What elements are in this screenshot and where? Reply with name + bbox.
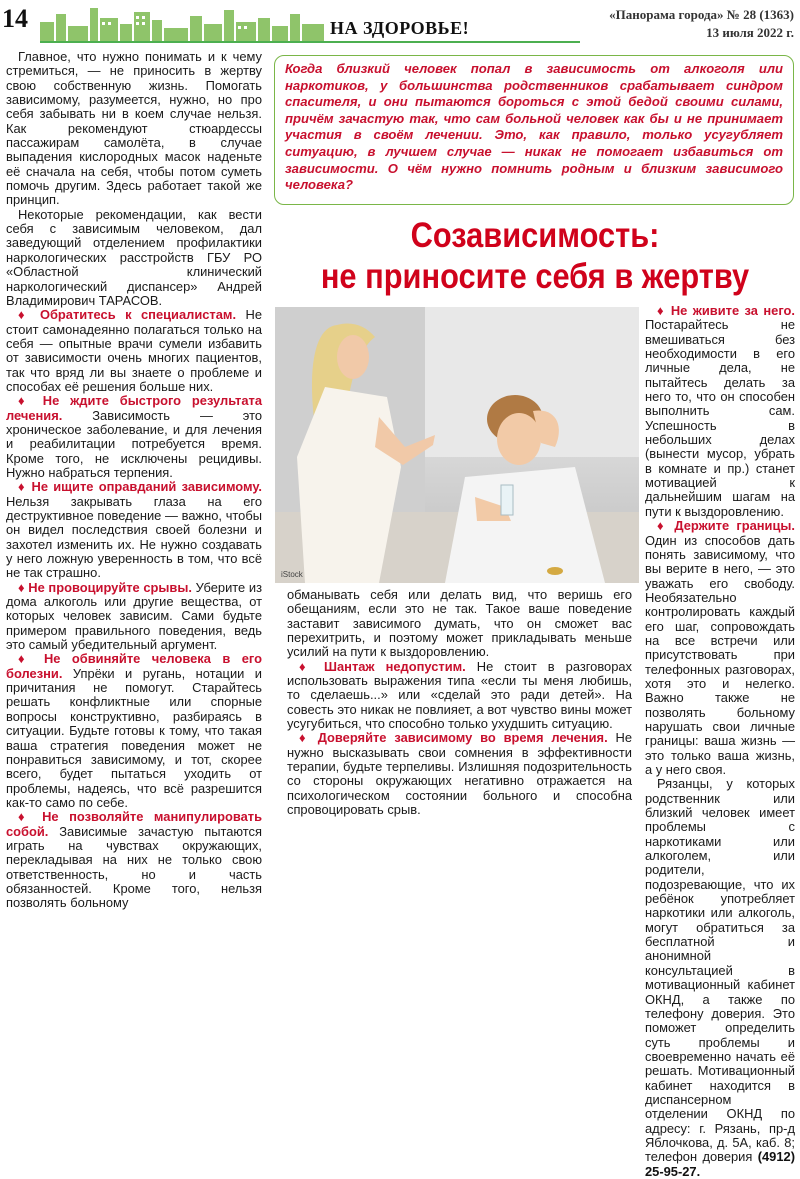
section-title: НА ЗДОРОВЬЕ! <box>330 18 470 38</box>
tip-dont-live-for-him: ♦ Не живите за него. Постарайтесь не вмешиваться без необходимости в его личные дела, не пытайтесь делать за него то, что он способен выполнить сам. Успешность в небольших делах (вынести мусор, убрать в комнате и пр.) станет мотивацией к дальнейшим шагам на пути к выздоровлению. <box>645 303 795 519</box>
photo-watermark: iStock <box>281 570 303 579</box>
issue-date: 13 июля 2022 г. <box>706 25 794 40</box>
tip-no-blame: ♦ Не обвиняйте человека в его болезни. Упрёки и ругань, нотации и причитания не помогут. Старайтесь решать конфликтные или спорные вопросы конструктивно, разбираясь в ситуации. Будьте готовы к тому, что такая ваша стратегия поведения может не понравиться зависимому, и тот, скорее всего, будет пытаться уходить от проблемы, надеясь, что всё разрешится как-то само по себе. <box>6 651 262 810</box>
page-number: 14 <box>2 4 28 33</box>
helpline-phone: (4912) 25-95-27. <box>645 1149 795 1179</box>
tip-patience: ♦ Не ждите быстрого результата лечения. Зависимость — это хроническое заболевание, и для лечения и реабилитации потребуется время. Кроме того, не исключены рецидивы. Нужно набраться терпения. <box>6 393 262 480</box>
photo-illustration <box>275 307 639 583</box>
lead-paragraph: Когда близкий человек попал в зависимость от алкоголя или наркотиков, у большинства родственников срабатывает синдром спасителя, и они пытаются бороться с этой бедой своими силами, причём зачастую так, что сам больной человек как бы и не принимает участия в своём лечении. Это, как правило, только усугубляет ситуацию, в лучшем случае — никак не помогает избавиться от зависимости. О чём нужно помнить родным и близким зависимого человека? <box>274 55 794 205</box>
article-photo <box>275 307 639 583</box>
tip-no-blackmail: ♦ Шантаж недопустим. Не стоит в разговорах использовать выражения типа «если ты меня любишь, то сделаешь...» или «сделай это ради детей». На совесть это никак не повлияет, а вот чувство вины может усугубиться, что способно только ухудшить ситуацию. <box>287 658 632 732</box>
article-title-line1: Созависимость: <box>410 216 660 255</box>
tip-specialists: ♦ Обратитесь к специалистам. Не стоит самонадеянно полагаться только на себя — опытные врачи сумели избавить от зависимости очень многих пациентов, так что вряд ли вы знаете о проблеме и способах её решения больше них. <box>6 307 262 394</box>
issue-number: «Панорама города» № 28 (1363) <box>609 7 794 22</box>
expert-paragraph: Некоторые рекомендации, как вести себя с зависимым человеком, дал заведующий отделением профилактики наркологических расстройств ГБУ РО «Областной клинический наркологический диспансер» Андрей Владимирович ТАРАСОВ. <box>6 206 262 308</box>
continuation-paragraph: обманывать себя или делать вид, что веришь его обещаниям, если это не так. Такое ваше поведение заставит зависимого думать, что он сможет вас перехитрить, и поэтому может прикладывать меньше усилий на пути к выздоровлению. <box>287 587 632 660</box>
tip-no-provocation: ♦ Не провоцируйте срывы. Уберите из дома алкоголь или другие вещества, от которых человек зависим. Сами будьте примером правильного поведения, ведь это самый убедительный аргумент. <box>6 579 262 653</box>
middle-column <box>287 588 632 818</box>
article-title-line2: не приносите себя в жертву <box>320 257 750 296</box>
tip-no-excuses: ♦ Не ищите оправданий зависимому. Нельзя закрывать глаза на его деструктивное поведение — важно, чтобы он видел последствия своей болезни и захотел изменить их. Не нужно создавать у него ложную уверенность в том, что всё не так страшно. <box>6 479 262 581</box>
intro-paragraph: Главное, что нужно понимать и к чему стремиться, — не приносить в жертву свою собственную жизнь. Помогать зависимому, разумеется, нужно, но про себя забывать ни в коем случае нельзя. Как рекомендуют стюардессы пассажирам самолёта, в случае выпадения кислородных масок наденьте её сначала на себя, чтобы потом суметь помочь другим. Здесь работает такой же принцип. <box>6 49 262 208</box>
left-column <box>6 50 262 911</box>
header-rule <box>40 41 580 43</box>
tip-boundaries: ♦ Держите границы. Один из способов дать понять зависимому, что вы верите в него, — это уважать его свободу. Необязательно контролировать каждый его шаг, сопровождать на все встречи или присутствовать при телефонных разговорах, хотя это и нелегко. Важно также не позволять больному нарушать свои личные границы: ваша жизнь — это только ваша жизнь, а у него своя. <box>645 518 795 777</box>
tip-no-manipulation: ♦ Не позволяйте манипулировать собой. Зависимые зачастую пытаются играть на чувствах окружающих, перекладывая на них не только свою ответственность, но и часть обязанностей. Кроме того, нельзя позволять больному <box>6 809 262 911</box>
issue-info <box>609 6 794 42</box>
tip-trust: ♦ Доверяйте зависимому во время лечения. Не нужно высказывать свои сомнения в эффективности терапии, будьте терпеливы. Излишняя подозрительность со стороны окружающих негативно отражается на психологическом состоянии больного и способна спровоцировать срыв. <box>287 730 633 818</box>
right-column <box>645 304 795 1179</box>
contact-paragraph: Рязанцы, у которых родственник или близкий человек имеет проблемы с наркотиками или алкоголем, или родители, подозревающие, что их ребёнок употребляет наркотики или алкоголь, могут обратиться за бесплатной и анонимной консультацией в мотивационный кабинет ОКНД, а также по телефону доверия. Это поможет определить суть проблемы и своевременно начать её решать. Мотивационный кабинет находится в диспансерном отделении ОКНД по адресу: г. Рязань, пр-д Яблочкова, д. 5А, каб. 8; телефон доверия (4912) 25-95-27. <box>645 776 795 1179</box>
article-title <box>307 215 763 297</box>
city-skyline-graphic <box>40 0 330 42</box>
page-header <box>0 0 800 46</box>
